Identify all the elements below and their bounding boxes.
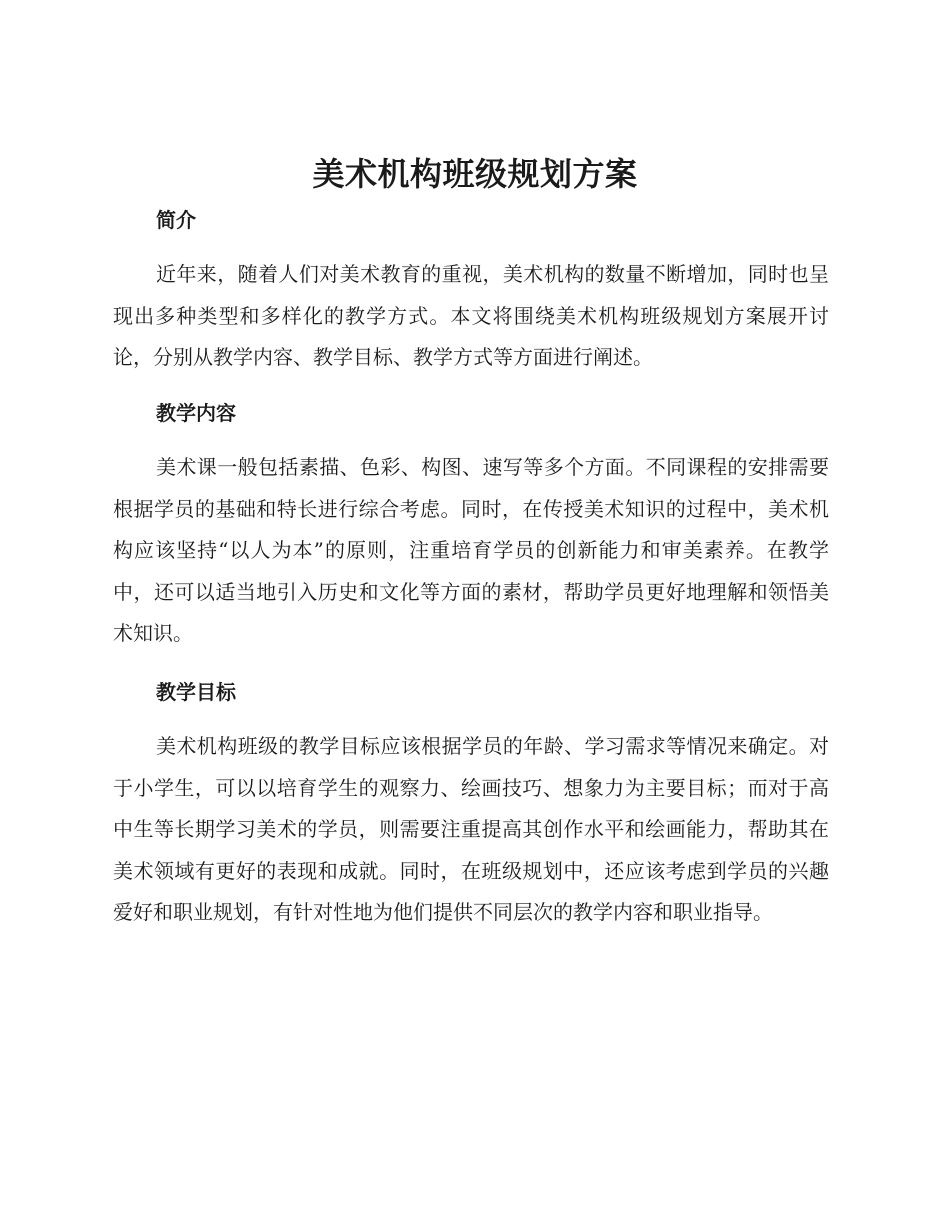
section-heading-intro: 简介	[156, 208, 196, 232]
section-heading-teaching-goals: 教学目标	[156, 680, 236, 704]
section-paragraph-intro: 近年来，随着人们对美术教育的重视，美术机构的数量不断增加，同时也呈现出多种类型和多样化的教学方式。本文将围绕美术机构班级规划方案展开讨论，分别从教学内容、教学目标、教学方式等方面进行阐述。	[113, 262, 829, 369]
section-paragraph-teaching-goals: 美术机构班级的教学目标应该根据学员的年龄、学习需求等情况来确定。对于小学生，可以以培育学生的观察力、绘画技巧、想象力为主要目标；而对于高中生等长期学习美术的学员，则需要注重提高其创作水平和绘画能力，帮助其在美术领域有更好的表现和成就。同时，在班级规划中，还应该考虑到学员的兴趣爱好和职业规划，有针对性地为他们提供不同层次的教学内容和职业指导。	[113, 734, 829, 924]
section-paragraph-teaching-content: 美术课一般包括素描、色彩、构图、速写等多个方面。不同课程的安排需要根据学员的基础和特长进行综合考虑。同时，在传授美术知识的过程中，美术机构应该坚持“以人为本”的原则，注重培育学员的创新能力和审美素养。在教学中，还可以适当地引入历史和文化等方面的素材，帮助学员更好地理解和领悟美术知识。	[113, 455, 829, 645]
document-title: 美术机构班级规划方案	[312, 155, 638, 193]
section-heading-teaching-content: 教学内容	[156, 401, 236, 425]
